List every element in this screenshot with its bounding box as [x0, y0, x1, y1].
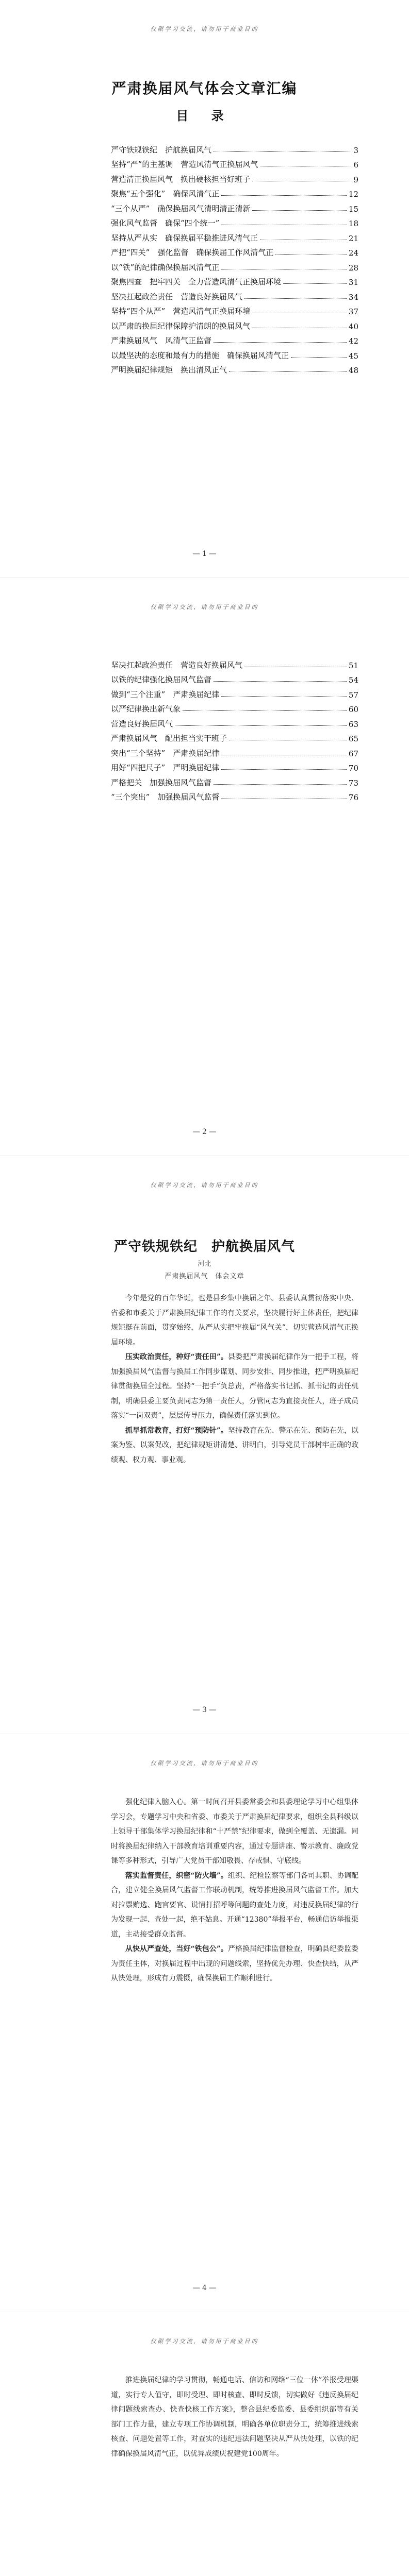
toc-entry-title: “三个从严” 确保换届风气清明清正清新	[111, 204, 251, 213]
toc-entry-page: 34	[348, 292, 358, 302]
toc-leader-dots	[214, 681, 347, 682]
toc-entry-title: 聚焦四查 把牢四关 全力营造风清气正换届环境	[111, 277, 282, 286]
toc-entry-title: 强化风气监督 确保“四个统一”	[111, 218, 220, 228]
running-header: 仅限学习交流，请勿用于商业目的	[150, 1760, 259, 1767]
article-body	[111, 1795, 358, 1986]
page-number: — 2 —	[192, 1128, 217, 1136]
article-title: 严守铁规铁纪 护航换届风气	[113, 1239, 295, 1255]
article-source: 河北	[198, 1260, 211, 1268]
toc-entry-page: 70	[348, 764, 358, 773]
toc-entry-page: 45	[348, 351, 358, 361]
toc-entry-page: 40	[348, 321, 358, 331]
toc-leader-dots	[229, 371, 347, 372]
paragraph-lead: 压实政治责任，种好“责任田”。	[125, 1353, 228, 1361]
paragraph	[111, 1350, 358, 1423]
paragraph-text: 今年是党的百年华诞，也是县乡集中换届之年。县委认真贯彻落实中央、省委和市委关于严肃换届纪律工作的有关要求，坚决履行好主体责任，把纪律规矩挺在前面，贯穿始终，从严从实把牢换届“风气关”，切实营造风清气正换届环境。	[111, 1294, 358, 1347]
page-2	[0, 578, 409, 1156]
toc-entry-page: 60	[348, 705, 358, 714]
toc-leader-dots	[275, 254, 347, 255]
toc-entry-page: 73	[348, 778, 358, 788]
toc-entry-title: 坚决扛起政治责任 营造良好换届风气	[111, 660, 243, 670]
toc-entry[interactable]	[111, 361, 358, 376]
toc-entry-page: 57	[348, 690, 358, 700]
article-body	[111, 1291, 358, 1467]
toc-entry[interactable]	[111, 743, 358, 758]
paragraph-text: 县委把严肃换届纪律作为一把手工程，将加强换届风气监督与换届工作同步谋划、同步安排、同步推进，把严明换届纪律贯彻换届全过程。坚持“一把手”负总责，严格落实书记抓、抓书记的责任机制，明确县委主要负责同志为第一责任人，分管同志为直接责任人，班子成员落实“一岗双责”，层层传导压力，确保责任落实到位。	[111, 1353, 359, 1420]
page-4	[0, 1734, 409, 2312]
toc-entry[interactable]	[111, 258, 358, 273]
toc-entry[interactable]	[111, 228, 358, 243]
toc-entry[interactable]	[111, 685, 358, 700]
toc-entry-page: 31	[348, 278, 358, 287]
toc-leader-dots	[283, 283, 347, 284]
page-number: — 3 —	[192, 1706, 217, 1714]
toc-heading: 目 录	[176, 108, 233, 123]
paragraph-text: 强化纪律入脑入心。第一时间召开县委常委会和县委理论学习中心组集体学习会，专题学习中央和省委、市委关于严肃换届纪律要求，组织全县科级以上领导干部集体学习换届纪律和“十严禁”纪律要求，做到全覆盖、无遗漏。同时将换届纪律纳入干部教育培训重要内容，通过专题讲座、警示教育、廉政党课等多种形式，引导广大党员干部知敬畏、存戒惧、守底线。	[111, 1798, 358, 1865]
toc-entry-title: 以最坚决的态度和最有力的措施 确保换届风清气正	[111, 350, 289, 360]
toc-entry-title: “三个突出” 加强换届风气监督	[111, 792, 220, 802]
toc-entry[interactable]	[111, 302, 358, 317]
toc-leader-dots	[244, 298, 347, 299]
toc-entry[interactable]	[111, 199, 358, 214]
toc-list	[111, 655, 358, 802]
toc-entry-page: 67	[348, 749, 358, 758]
toc-entry[interactable]	[111, 155, 358, 170]
toc-entry-title: 做到“三个注重” 严肃换届纪律	[111, 689, 220, 699]
paragraph	[111, 1291, 358, 1350]
paragraph-lead: 落实监督责任，织密“防火墙”。	[125, 1871, 228, 1880]
toc-leader-dots	[183, 710, 347, 711]
toc-leader-dots	[214, 784, 347, 785]
toc-entry[interactable]	[111, 758, 358, 773]
toc-entry-page: 21	[348, 233, 358, 243]
toc-entry-title: 坚持从严从实 确保换届平稳推进风清气正	[111, 233, 258, 243]
page-number: — 1 —	[192, 550, 217, 558]
running-header: 仅限学习交流，请勿用于商业目的	[150, 26, 259, 32]
paragraph-text: 组织、纪检监察等部门各司其职、协调配合，建立健全换届风气监督工作联动机制，统筹推进换届风气监督工作。加大对拉票贿选、跑官要官、说情打招呼等问题的查处力度，对违反换届纪律的行为发现一起、查处一起，绝不姑息。开通“12380”举报平台，畅通信访举报渠道，主动接受群众监督。	[111, 1871, 359, 1939]
toc-entry[interactable]	[111, 331, 358, 346]
toc-entry[interactable]	[111, 316, 358, 331]
toc-leader-dots	[221, 769, 347, 770]
toc-leader-dots	[214, 342, 347, 343]
paragraph	[111, 1795, 358, 1869]
toc-entry-page: 51	[348, 660, 358, 670]
toc-leader-dots	[214, 151, 351, 152]
article-body	[111, 2373, 358, 2461]
toc-entry-title: 严肃换届风气 配出担当实干班子	[111, 734, 227, 743]
toc-entry-title: 以严肃的换届纪律保障护清朗的换届风气	[111, 321, 251, 331]
toc-entry-title: 严格把关 加强换届风气监督	[111, 777, 212, 787]
toc-leader-dots	[175, 725, 347, 726]
toc-entry-page: 12	[348, 190, 358, 199]
toc-entry-title: 聚焦“五个强化” 确保风清气正	[111, 189, 220, 198]
paragraph-text: 坚持教育在先、警示在先、预防在先，以案为鉴、以案促改，把纪律规矩讲清楚、讲明白，引导党员干部树牢正确的政绩观、权力观、事业观。	[111, 1426, 359, 1464]
toc-entry-page: 9	[353, 175, 358, 184]
page-number: — 4 —	[192, 2284, 217, 2292]
toc-entry-title: 严肃换届风气 风清气正监督	[111, 336, 212, 345]
toc-entry[interactable]	[111, 729, 358, 744]
toc-entry-title: 突出“三个坚持” 严肃换届纪律	[111, 748, 220, 758]
toc-leader-dots	[291, 357, 347, 358]
toc-entry-page: 15	[348, 204, 358, 214]
toc-entry-title: 坚持“严”的主基调 营造风清气正换届风气	[111, 160, 258, 169]
toc-entry-page: 24	[348, 248, 358, 258]
toc-entry-page: 6	[353, 160, 358, 170]
toc-entry[interactable]	[111, 287, 358, 302]
toc-entry-title: 以“铁”的纪律确保换届风清气正	[111, 262, 220, 272]
toc-entry[interactable]	[111, 346, 358, 361]
page-5	[0, 2312, 409, 2576]
paragraph-lead: 从快从严查处，当好“铁包公”。	[125, 1945, 228, 1953]
toc-entry[interactable]	[111, 140, 358, 155]
toc-leader-dots	[221, 195, 347, 196]
toc-entry-page: 28	[348, 263, 358, 273]
document-title: 严肃换届风气体会文章汇编	[111, 80, 298, 97]
toc-entry[interactable]	[111, 714, 358, 729]
toc-entry-page: 37	[348, 307, 358, 316]
toc-entry[interactable]	[111, 214, 358, 229]
toc-leader-dots	[252, 210, 347, 211]
paragraph-text: 推进换届纪律的学习贯彻，畅通电话、信访和网络“三位一体”举报受理渠道，实行专人值守，即时受理、即时核查、即时反馈，切实做好《违反换届纪律问题线索查办、快查快核工作方案》，整合县纪委监委、县委组织部等有关部门工作力量，建立专项工作协调机制，明确各单位职责分工，统筹推进线索核查、问题处置等工作，对查实的违纪违法问题坚决从严从快处理，以铁的纪律确保换届风清气正，以优异成绩庆祝建党100周年。	[111, 2376, 358, 2458]
toc-leader-dots	[221, 696, 347, 697]
paragraph-text: 严格换届纪律监督检查，明确县纪委监委为责任主体，对换届过程中出现的问题线索，坚持优先办理、快查快结，从严从快处理，形成有力震慑，确保换届工作顺利进行。	[111, 1945, 359, 1982]
toc-entry-title: 以严纪律换出新气象	[111, 704, 181, 714]
page-1	[0, 0, 409, 578]
toc-entry[interactable]	[111, 788, 358, 803]
paragraph	[111, 1423, 358, 1468]
toc-entry-title: 坚决扛起政治责任 营造良好换届风气	[111, 292, 243, 301]
toc-entry-title: 严明换届纪律规矩 换出清风正气	[111, 365, 227, 375]
toc-entry[interactable]	[111, 243, 358, 258]
toc-entry-title: 严守铁规铁纪 护航换届风气	[111, 145, 212, 155]
toc-entry[interactable]	[111, 700, 358, 715]
toc-entry-title: 严把“四关” 强化监督 确保换届工作风清气正	[111, 248, 274, 257]
toc-entry[interactable]	[111, 670, 358, 685]
toc-entry-page: 3	[353, 145, 358, 155]
toc-entry-title: 以铁的纪律强化换届风气监督	[111, 675, 212, 684]
toc-list	[111, 140, 358, 375]
running-header: 仅限学习交流，请勿用于商业目的	[150, 604, 259, 611]
toc-entry[interactable]	[111, 184, 358, 199]
toc-entry-page: 65	[348, 734, 358, 743]
running-header: 仅限学习交流，请勿用于商业目的	[150, 1182, 259, 1189]
toc-entry-page: 42	[348, 336, 358, 346]
toc-entry-page: 63	[348, 719, 358, 729]
toc-entry-title: 用好“四把尺子” 严明换届纪律	[111, 763, 220, 772]
toc-entry-title: 营造良好换届风气	[111, 719, 173, 728]
toc-entry-title: 营造清正换届风气 换出硬核担当好班子	[111, 174, 251, 184]
toc-entry[interactable]	[111, 655, 358, 670]
toc-entry-page: 54	[348, 675, 358, 685]
running-header: 仅限学习交流，请勿用于商业目的	[150, 2338, 259, 2345]
page-3	[0, 1156, 409, 1734]
paragraph	[111, 2373, 358, 2461]
toc-entry[interactable]	[111, 170, 358, 184]
paragraph	[111, 1869, 358, 1942]
toc-entry[interactable]	[111, 773, 358, 788]
paragraph	[111, 1942, 358, 1986]
article-author: 严肃换届风气 体会文章	[165, 1273, 244, 1280]
paragraph-lead: 抓早抓常教育，打好“预防针”。	[125, 1426, 228, 1435]
toc-entry-page: 76	[348, 793, 358, 802]
toc-entry[interactable]	[111, 273, 358, 287]
toc-entry-title: 坚持“四个从严” 营造风清气正换届环境	[111, 307, 251, 316]
toc-entry-page: 48	[348, 366, 358, 375]
toc-entry-page: 18	[348, 219, 358, 228]
